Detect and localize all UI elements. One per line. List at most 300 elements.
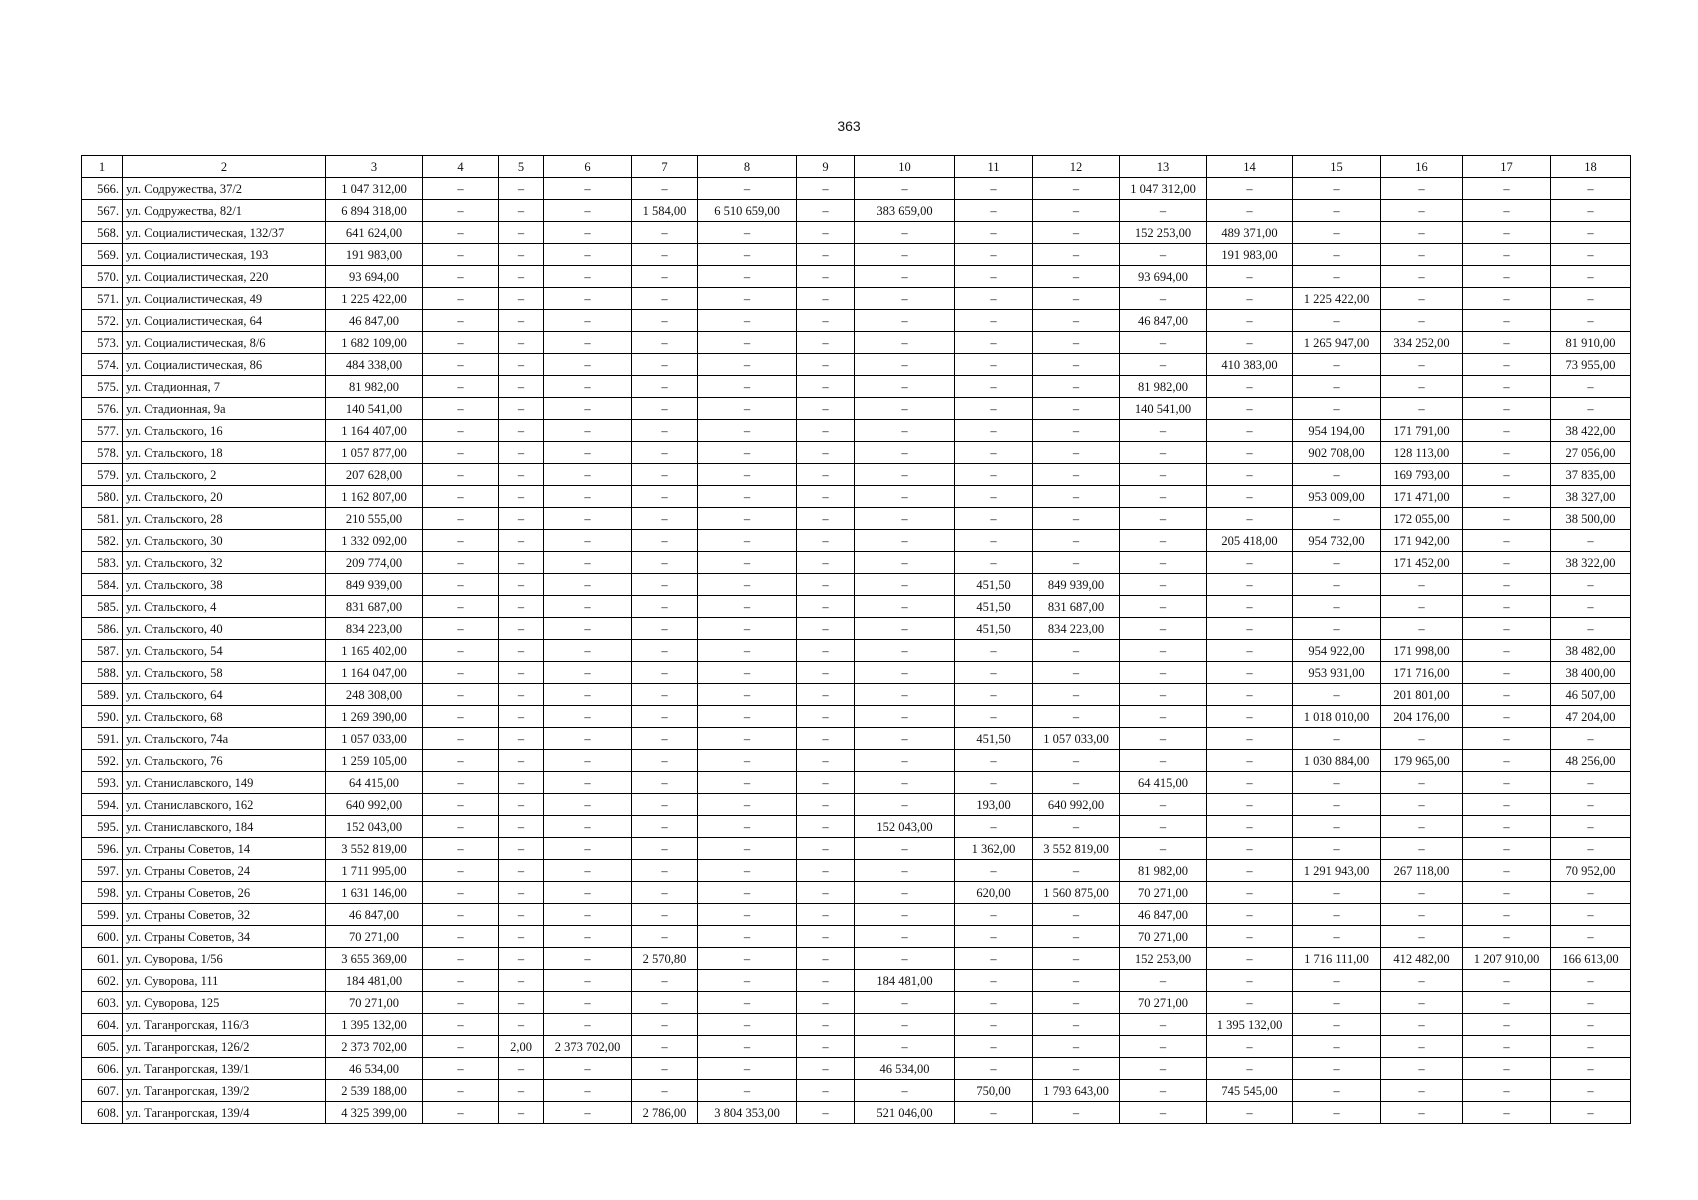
value-cell: – [499, 728, 544, 750]
value-cell: 81 982,00 [1120, 860, 1207, 882]
value-cell: 451,50 [955, 728, 1033, 750]
value-cell: – [855, 222, 955, 244]
value-cell: – [1293, 816, 1381, 838]
value-cell: – [797, 442, 855, 464]
value-cell: – [955, 244, 1033, 266]
table-row [82, 442, 1631, 464]
value-cell: – [955, 376, 1033, 398]
value-cell: – [955, 442, 1033, 464]
value-cell: – [544, 442, 632, 464]
table-row [82, 816, 1631, 838]
value-cell: – [1120, 1080, 1207, 1102]
value-cell: – [423, 178, 499, 200]
value-cell: – [1207, 486, 1293, 508]
value-cell: – [797, 860, 855, 882]
value-cell: – [1293, 992, 1381, 1014]
value-cell: – [698, 574, 797, 596]
value-cell: – [544, 882, 632, 904]
value-cell: – [855, 838, 955, 860]
value-cell: 64 415,00 [1120, 772, 1207, 794]
row-number-cell: 570. [82, 266, 123, 288]
value-cell: – [1463, 794, 1551, 816]
table-row [82, 860, 1631, 882]
value-cell: – [797, 244, 855, 266]
value-cell: – [955, 1014, 1033, 1036]
table-row [82, 310, 1631, 332]
value-cell: 745 545,00 [1207, 1080, 1293, 1102]
value-cell: – [423, 530, 499, 552]
value-cell: – [1033, 640, 1120, 662]
table-row [82, 552, 1631, 574]
value-cell: – [1120, 442, 1207, 464]
address-cell: ул. Стальского, 76 [123, 750, 326, 772]
row-number-cell: 586. [82, 618, 123, 640]
value-cell: – [499, 684, 544, 706]
value-cell: – [1120, 508, 1207, 530]
value-cell: – [1033, 266, 1120, 288]
value-cell: 152 253,00 [1120, 948, 1207, 970]
value-cell: – [1551, 222, 1631, 244]
address-cell: ул. Станиславского, 162 [123, 794, 326, 816]
value-cell: 1 259 105,00 [326, 750, 423, 772]
page-number: 363 [837, 118, 861, 134]
value-cell: – [1207, 508, 1293, 530]
value-cell: – [632, 398, 698, 420]
value-cell: – [1120, 200, 1207, 222]
value-cell: – [632, 508, 698, 530]
value-cell: – [1033, 772, 1120, 794]
row-number-cell: 566. [82, 178, 123, 200]
value-cell: – [797, 1102, 855, 1124]
value-cell: 953 009,00 [1293, 486, 1381, 508]
value-cell: – [1463, 1014, 1551, 1036]
table-row [82, 354, 1631, 376]
value-cell: – [955, 640, 1033, 662]
register-table [81, 155, 1631, 1124]
value-cell: – [955, 1058, 1033, 1080]
value-cell: – [632, 904, 698, 926]
value-cell: 172 055,00 [1381, 508, 1463, 530]
row-number-cell: 571. [82, 288, 123, 310]
address-cell: ул. Социалистическая, 64 [123, 310, 326, 332]
value-cell: – [698, 662, 797, 684]
value-cell: – [632, 310, 698, 332]
value-cell: – [797, 618, 855, 640]
value-cell: 3 804 353,00 [698, 1102, 797, 1124]
value-cell: – [1033, 310, 1120, 332]
value-cell: 38 327,00 [1551, 486, 1631, 508]
value-cell: – [797, 904, 855, 926]
value-cell: – [1120, 684, 1207, 706]
row-number-cell: 601. [82, 948, 123, 970]
value-cell: – [1381, 288, 1463, 310]
value-cell: – [797, 882, 855, 904]
value-cell: 1 269 390,00 [326, 706, 423, 728]
value-cell: – [544, 1080, 632, 1102]
value-cell: – [499, 530, 544, 552]
value-cell: – [499, 970, 544, 992]
value-cell: – [1293, 376, 1381, 398]
table-row [82, 376, 1631, 398]
value-cell: – [544, 332, 632, 354]
address-cell: ул. Стадионная, 9а [123, 398, 326, 420]
value-cell: – [955, 200, 1033, 222]
value-cell: – [698, 266, 797, 288]
value-cell: – [544, 266, 632, 288]
value-cell: – [1033, 376, 1120, 398]
value-cell: – [1463, 244, 1551, 266]
value-cell: 1 793 643,00 [1033, 1080, 1120, 1102]
value-cell: – [423, 838, 499, 860]
value-cell: – [1033, 420, 1120, 442]
address-cell: ул. Страны Советов, 24 [123, 860, 326, 882]
value-cell: – [423, 332, 499, 354]
value-cell: – [1463, 1080, 1551, 1102]
value-cell: – [1463, 354, 1551, 376]
address-cell: ул. Стальского, 18 [123, 442, 326, 464]
value-cell: – [698, 860, 797, 882]
row-number-cell: 590. [82, 706, 123, 728]
value-cell: – [1381, 266, 1463, 288]
value-cell: – [1463, 772, 1551, 794]
column-header-10: 10 [855, 156, 955, 178]
value-cell: – [797, 310, 855, 332]
value-cell: – [1463, 178, 1551, 200]
header-row [82, 156, 1631, 178]
table-row [82, 1080, 1631, 1102]
value-cell: – [955, 992, 1033, 1014]
table-row [82, 288, 1631, 310]
value-cell: – [544, 1102, 632, 1124]
value-cell: – [698, 244, 797, 266]
column-header-11: 11 [955, 156, 1033, 178]
value-cell: – [1463, 530, 1551, 552]
value-cell: – [1120, 640, 1207, 662]
value-cell: – [499, 794, 544, 816]
value-cell: – [1033, 244, 1120, 266]
value-cell: – [632, 772, 698, 794]
value-cell: – [1293, 728, 1381, 750]
value-cell: – [1551, 310, 1631, 332]
value-cell: – [1207, 266, 1293, 288]
value-cell: – [1293, 508, 1381, 530]
address-cell: ул. Страны Советов, 14 [123, 838, 326, 860]
address-cell: ул. Станиславского, 184 [123, 816, 326, 838]
value-cell: – [1033, 288, 1120, 310]
value-cell: – [423, 662, 499, 684]
value-cell: – [698, 904, 797, 926]
row-number-cell: 597. [82, 860, 123, 882]
value-cell: – [632, 266, 698, 288]
value-cell: – [499, 222, 544, 244]
value-cell: – [499, 398, 544, 420]
value-cell: – [855, 464, 955, 486]
value-cell: – [698, 332, 797, 354]
value-cell: – [855, 178, 955, 200]
value-cell: – [797, 1080, 855, 1102]
value-cell: 834 223,00 [1033, 618, 1120, 640]
value-cell: – [1381, 376, 1463, 398]
table-body [82, 178, 1631, 1124]
value-cell: – [1463, 398, 1551, 420]
value-cell: – [698, 442, 797, 464]
value-cell: – [423, 750, 499, 772]
value-cell: – [544, 750, 632, 772]
value-cell: – [1033, 1014, 1120, 1036]
value-cell: – [1033, 552, 1120, 574]
value-cell: 70 271,00 [326, 992, 423, 1014]
value-cell: – [1033, 992, 1120, 1014]
value-cell: – [1207, 992, 1293, 1014]
value-cell: 46 534,00 [855, 1058, 955, 1080]
value-cell: – [1551, 574, 1631, 596]
value-cell: 849 939,00 [1033, 574, 1120, 596]
value-cell: – [698, 1036, 797, 1058]
address-cell: ул. Стальского, 58 [123, 662, 326, 684]
value-cell: 1 291 943,00 [1293, 860, 1381, 882]
value-cell: – [1381, 178, 1463, 200]
value-cell: – [423, 596, 499, 618]
value-cell: 383 659,00 [855, 200, 955, 222]
value-cell: – [423, 728, 499, 750]
row-number-cell: 573. [82, 332, 123, 354]
value-cell: – [1120, 486, 1207, 508]
value-cell: – [797, 1058, 855, 1080]
value-cell: – [632, 684, 698, 706]
value-cell: 1 631 146,00 [326, 882, 423, 904]
value-cell: 640 992,00 [1033, 794, 1120, 816]
address-cell: ул. Стальского, 38 [123, 574, 326, 596]
value-cell: – [1207, 552, 1293, 574]
value-cell: – [1120, 706, 1207, 728]
table-row [82, 948, 1631, 970]
value-cell: 48 256,00 [1551, 750, 1631, 772]
table-row [82, 596, 1631, 618]
value-cell: – [1120, 288, 1207, 310]
value-cell: – [544, 662, 632, 684]
value-cell: – [1463, 904, 1551, 926]
value-cell: 93 694,00 [1120, 266, 1207, 288]
value-cell: – [499, 178, 544, 200]
value-cell: – [499, 816, 544, 838]
value-cell: – [1120, 574, 1207, 596]
value-cell: – [1381, 354, 1463, 376]
value-cell: – [1293, 1102, 1381, 1124]
table-row [82, 838, 1631, 860]
value-cell: – [955, 926, 1033, 948]
value-cell: 152 043,00 [855, 816, 955, 838]
value-cell: 451,50 [955, 596, 1033, 618]
value-cell: – [797, 464, 855, 486]
value-cell: – [423, 376, 499, 398]
value-cell: – [1463, 552, 1551, 574]
value-cell: – [797, 926, 855, 948]
value-cell: – [1463, 486, 1551, 508]
value-cell: – [423, 970, 499, 992]
value-cell: – [955, 266, 1033, 288]
value-cell: – [698, 618, 797, 640]
value-cell: – [499, 376, 544, 398]
value-cell: 140 541,00 [326, 398, 423, 420]
value-cell: – [855, 486, 955, 508]
value-cell: 2 539 188,00 [326, 1080, 423, 1102]
value-cell: – [423, 1102, 499, 1124]
value-cell: – [855, 310, 955, 332]
value-cell: – [855, 948, 955, 970]
value-cell: – [1120, 552, 1207, 574]
value-cell: – [1551, 882, 1631, 904]
value-cell: 451,50 [955, 618, 1033, 640]
value-cell: – [544, 288, 632, 310]
table-row [82, 1102, 1631, 1124]
value-cell: 3 655 369,00 [326, 948, 423, 970]
value-cell: – [423, 442, 499, 464]
value-cell: – [632, 1080, 698, 1102]
value-cell: – [1463, 222, 1551, 244]
value-cell: – [1033, 926, 1120, 948]
value-cell: – [1463, 684, 1551, 706]
value-cell: – [1033, 332, 1120, 354]
value-cell: – [632, 838, 698, 860]
value-cell: – [1551, 926, 1631, 948]
value-cell: – [1381, 310, 1463, 332]
row-number-cell: 594. [82, 794, 123, 816]
value-cell: – [1381, 816, 1463, 838]
value-cell: 410 383,00 [1207, 354, 1293, 376]
value-cell: 204 176,00 [1381, 706, 1463, 728]
value-cell: – [1033, 398, 1120, 420]
column-header-17: 17 [1463, 156, 1551, 178]
value-cell: 46 847,00 [326, 310, 423, 332]
value-cell: – [855, 706, 955, 728]
value-cell: – [1381, 772, 1463, 794]
value-cell: – [1293, 266, 1381, 288]
value-cell: 750,00 [955, 1080, 1033, 1102]
value-cell: – [1381, 574, 1463, 596]
row-number-cell: 582. [82, 530, 123, 552]
value-cell: 184 481,00 [326, 970, 423, 992]
table-row [82, 574, 1631, 596]
value-cell: 1 682 109,00 [326, 332, 423, 354]
row-number-cell: 568. [82, 222, 123, 244]
address-cell: ул. Социалистическая, 49 [123, 288, 326, 310]
value-cell: – [1551, 398, 1631, 420]
value-cell: – [499, 596, 544, 618]
value-cell: 489 371,00 [1207, 222, 1293, 244]
value-cell: – [855, 574, 955, 596]
value-cell: – [544, 508, 632, 530]
value-cell: 641 624,00 [326, 222, 423, 244]
value-cell: – [1551, 1080, 1631, 1102]
column-header-2: 2 [123, 156, 326, 178]
value-cell: – [1463, 618, 1551, 640]
value-cell: – [797, 794, 855, 816]
value-cell: – [1551, 1014, 1631, 1036]
value-cell: 1 057 877,00 [326, 442, 423, 464]
value-cell: 209 774,00 [326, 552, 423, 574]
value-cell: – [1463, 728, 1551, 750]
value-cell: – [698, 222, 797, 244]
table-row [82, 486, 1631, 508]
value-cell: 46 847,00 [1120, 904, 1207, 926]
column-header-3: 3 [326, 156, 423, 178]
value-cell: 1 225 422,00 [1293, 288, 1381, 310]
value-cell: – [1033, 904, 1120, 926]
value-cell: – [1463, 442, 1551, 464]
value-cell: – [797, 354, 855, 376]
value-cell: – [544, 1058, 632, 1080]
value-cell: – [544, 530, 632, 552]
value-cell: – [544, 904, 632, 926]
row-number-cell: 605. [82, 1036, 123, 1058]
value-cell: – [797, 662, 855, 684]
value-cell: – [955, 332, 1033, 354]
value-cell: 70 271,00 [1120, 992, 1207, 1014]
value-cell: – [855, 794, 955, 816]
value-cell: – [423, 508, 499, 530]
value-cell: – [632, 178, 698, 200]
address-cell: ул. Таганрогская, 139/1 [123, 1058, 326, 1080]
value-cell: – [1381, 794, 1463, 816]
value-cell: – [855, 596, 955, 618]
value-cell: – [1463, 838, 1551, 860]
address-cell: ул. Стальского, 74а [123, 728, 326, 750]
address-cell: ул. Содружества, 37/2 [123, 178, 326, 200]
row-number-cell: 585. [82, 596, 123, 618]
value-cell: 38 482,00 [1551, 640, 1631, 662]
value-cell: – [1463, 1102, 1551, 1124]
value-cell: – [544, 310, 632, 332]
value-cell: 193,00 [955, 794, 1033, 816]
value-cell: – [423, 904, 499, 926]
address-cell: ул. Стальского, 64 [123, 684, 326, 706]
value-cell: – [499, 926, 544, 948]
value-cell: 1 711 995,00 [326, 860, 423, 882]
value-cell: – [855, 552, 955, 574]
value-cell: – [499, 420, 544, 442]
value-cell: – [632, 288, 698, 310]
value-cell: 1 057 033,00 [1033, 728, 1120, 750]
value-cell: – [499, 266, 544, 288]
value-cell: – [1033, 442, 1120, 464]
column-header-13: 13 [1120, 156, 1207, 178]
value-cell: – [1293, 794, 1381, 816]
value-cell: – [797, 376, 855, 398]
value-cell: 171 471,00 [1381, 486, 1463, 508]
value-cell: – [423, 618, 499, 640]
value-cell: 3 552 819,00 [1033, 838, 1120, 860]
value-cell: – [955, 464, 1033, 486]
value-cell: – [797, 728, 855, 750]
row-number-cell: 602. [82, 970, 123, 992]
value-cell: – [955, 288, 1033, 310]
column-header-7: 7 [632, 156, 698, 178]
address-cell: ул. Стальского, 20 [123, 486, 326, 508]
value-cell: – [855, 1080, 955, 1102]
value-cell: – [1293, 772, 1381, 794]
row-number-cell: 576. [82, 398, 123, 420]
table-row [82, 508, 1631, 530]
value-cell: – [423, 354, 499, 376]
value-cell: – [632, 420, 698, 442]
value-cell: – [698, 684, 797, 706]
table-row [82, 992, 1631, 1014]
value-cell: – [499, 948, 544, 970]
value-cell: 37 835,00 [1551, 464, 1631, 486]
address-cell: ул. Таганрогская, 139/4 [123, 1102, 326, 1124]
value-cell: – [1207, 332, 1293, 354]
value-cell: 1 057 033,00 [326, 728, 423, 750]
